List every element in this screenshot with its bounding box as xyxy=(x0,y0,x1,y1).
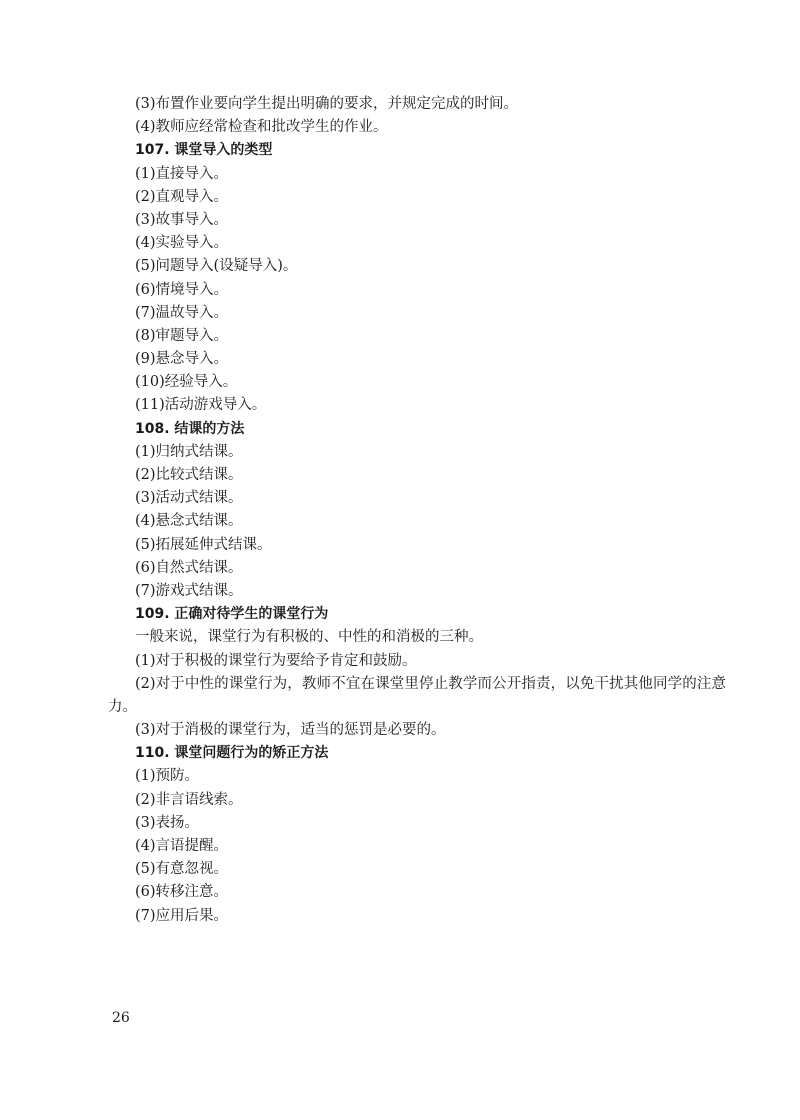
list-item: (4)言语提醒。 xyxy=(135,838,229,855)
list-item: (3)对于消极的课堂行为，适当的惩罚是必要的。 xyxy=(135,722,446,739)
list-item: (4)悬念式结课。 xyxy=(135,513,243,530)
list-item: (7)游戏式结课。 xyxy=(135,582,243,599)
section-heading-109: 109. 正确对待学生的课堂行为 xyxy=(135,606,329,623)
paragraph-line: 一般来说，课堂行为有积极的、中性的和消极的三种。 xyxy=(135,629,483,646)
wrapped-paragraph: (2)对于中性的课堂行为，教师不宜在课堂里停止教学而公开指责，以免干扰其他同学的注意力。 xyxy=(108,675,726,715)
list-item: (3)故事导入。 xyxy=(135,211,229,228)
list-item: (1)归纳式结课。 xyxy=(135,443,243,460)
list-item: (1)对于积极的课堂行为要给予肯定和鼓励。 xyxy=(135,652,417,669)
list-item: (3)表扬。 xyxy=(135,814,200,831)
list-item: (6)情境导入。 xyxy=(135,281,229,298)
list-item: (1)直接导入。 xyxy=(135,165,229,182)
page-number: 26 xyxy=(112,1010,130,1026)
list-item: (4)实验导入。 xyxy=(135,235,229,252)
section-heading-108: 108. 结课的方法 xyxy=(135,420,245,437)
list-item: (6)转移注意。 xyxy=(135,884,229,901)
list-item: (2)直观导入。 xyxy=(135,188,229,205)
list-item: (5)拓展延伸式结课。 xyxy=(135,536,272,553)
list-item: (8)审题导入。 xyxy=(135,327,229,344)
list-item: (2)比较式结课。 xyxy=(135,467,243,483)
list-item: (6)自然式结课。 xyxy=(135,559,243,576)
list-item: (1)预防。 xyxy=(135,768,200,785)
list-item: (5)有意忽视。 xyxy=(135,861,229,878)
text-line: (4)教师应经常检查和批改学生的作业。 xyxy=(135,119,388,136)
list-item: (2)非言语线索。 xyxy=(135,791,243,808)
list-item: (11)活动游戏导入。 xyxy=(135,397,267,414)
section-heading-107: 107. 课堂导入的类型 xyxy=(135,142,273,159)
list-item: (9)悬念导入。 xyxy=(135,351,229,368)
text-line: (3)布置作业要向学生提出明确的要求，并规定完成的时间。 xyxy=(135,96,519,112)
list-item: (3)活动式结课。 xyxy=(135,490,243,507)
section-heading-110: 110. 课堂问题行为的矫正方法 xyxy=(135,745,329,762)
list-item: (7)应用后果。 xyxy=(135,907,229,924)
list-item: (5)问题导入(设疑导入)。 xyxy=(135,258,298,275)
list-item: (10)经验导入。 xyxy=(135,374,238,391)
list-item: (7)温故导入。 xyxy=(135,304,229,321)
page-content xyxy=(108,93,728,928)
